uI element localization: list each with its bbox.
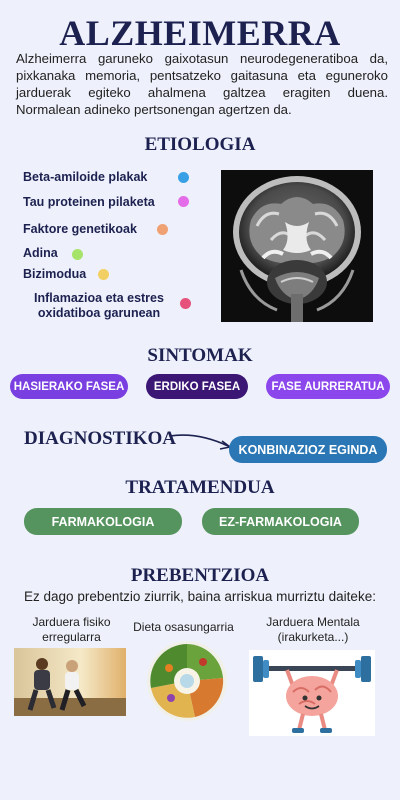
treatment-pill: FARMAKOLOGIA (24, 508, 182, 535)
diagnosis-pill: KONBINAZIOZ EGINDA (229, 436, 387, 463)
cause-dot (180, 298, 191, 309)
running-couple-image (14, 648, 126, 716)
cause-label: Tau proteinen pilaketa (23, 195, 155, 209)
cause-label: Inflamazioa eta estres oxidatiboa garunean (34, 291, 164, 320)
cause-label: Faktore genetikoak (23, 222, 137, 236)
tratamendua-heading: TRATAMENDUA (125, 477, 275, 498)
page-title: ALZHEIMERRA (59, 13, 341, 53)
prevention-label: Jarduera fisiko erregularra (32, 615, 111, 644)
cause-dot (98, 269, 109, 280)
brain-weightlifting-image (249, 650, 375, 736)
cause-dot (72, 249, 83, 260)
treatment-pill: EZ-FARMAKOLOGIA (202, 508, 359, 535)
cause-label: Adina (23, 246, 58, 260)
diet-plate-image (145, 640, 229, 722)
brain-mri-image (221, 170, 373, 322)
cause-label: Beta-amiloide plakak (23, 170, 148, 184)
diagnostikoa-heading: DIAGNOSTIKOA (24, 428, 177, 449)
phase-pill: ERDIKO FASEA (146, 374, 248, 399)
prebentzioa-heading: PREBENTZIOA (130, 565, 270, 586)
intro-paragraph: Alzheimerra garuneko gaixotasun neurodegeneratiboa da, pixkanaka memoria, pentsatzeko gaitasuna eta eguneroko jarduerak egiteko ahalmena galtzea eragiten duena. Normalean adineko pertsonengan agertzen da. (16, 51, 388, 117)
cause-dot (157, 224, 168, 235)
arrow-icon (168, 430, 238, 454)
prevention-label: Jarduera Mentala (irakurketa...) (266, 615, 360, 644)
cause-dot (178, 172, 189, 183)
phase-pill: FASE AURRERATUA (266, 374, 390, 399)
cause-dot (178, 196, 189, 207)
prebentzioa-text: Ez dago prebentzio ziurrik, baina arriskua murriztu daiteke: (24, 589, 376, 604)
cause-label: Bizimodua (23, 267, 87, 281)
etiologia-heading: ETIOLOGIA (144, 134, 256, 155)
prevention-label: Dieta osasungarria (133, 620, 234, 634)
sintomak-heading: SINTOMAK (147, 345, 253, 366)
phase-pill: HASIERAKO FASEA (10, 374, 128, 399)
